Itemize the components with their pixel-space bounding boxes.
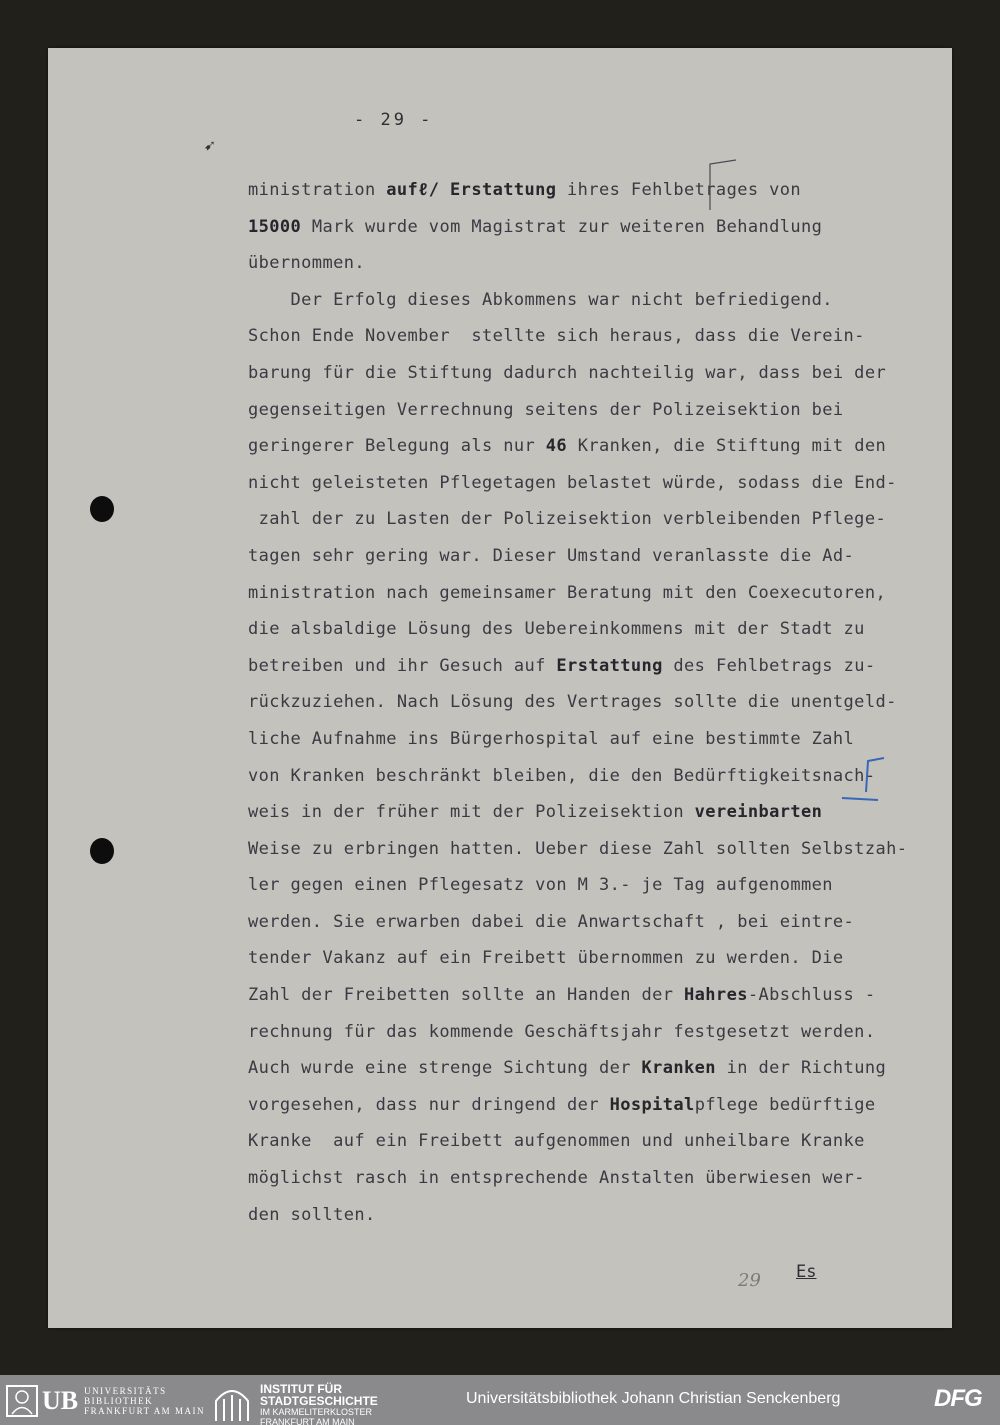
text-segment: barung für die Stiftung dadurch nachteilig war, dass bei der xyxy=(248,362,887,383)
text-segment: zahl der zu Lasten der Polizeisektion verbleibenden Pflege- xyxy=(248,509,887,530)
ub-line-1: UNIVERSITÄTS xyxy=(84,1386,167,1396)
ub-logo[interactable] xyxy=(6,1385,205,1417)
text-segment: den sollten. xyxy=(248,1204,376,1225)
text-line xyxy=(248,1197,948,1234)
library-name-link[interactable]: Universitätsbibliothek Johann Christian Senckenberg xyxy=(466,1390,841,1407)
text-line xyxy=(248,355,948,392)
text-segment: geringerer Belegung als nur xyxy=(248,436,546,457)
text-segment: Der Erfolg dieses Abkommens war nicht befriedigend. xyxy=(248,289,833,310)
text-segment: werden. Sie erwarben dabei die Anwartschaft , bei eintre- xyxy=(248,911,855,932)
text-line xyxy=(248,611,948,648)
ub-name xyxy=(84,1386,205,1416)
text-line xyxy=(248,392,948,429)
text-line xyxy=(248,575,948,612)
punch-hole-upper xyxy=(90,496,114,522)
catchword: Es xyxy=(796,1262,817,1282)
document-text xyxy=(248,172,948,1233)
text-line xyxy=(248,1123,948,1160)
text-line xyxy=(248,428,948,465)
text-segment: Kranke auf ein Freibett aufgenommen und unheilbare Kranke xyxy=(248,1131,865,1152)
bold-segment: Kranken xyxy=(641,1058,716,1079)
text-segment: betreiben und ihr Gesuch auf xyxy=(248,655,557,676)
bold-segment: Erstattung xyxy=(556,655,663,676)
text-segment: -Abschluss - xyxy=(747,985,876,1006)
text-segment: tagen sehr gering war. Dieser Umstand veranlasste die Ad- xyxy=(248,545,855,566)
text-segment: nicht geleisteten Pflegetagen belastet würde, sodass die End- xyxy=(248,472,897,493)
ub-letters: UB xyxy=(42,1386,79,1415)
text-line xyxy=(248,1014,948,1051)
text-line xyxy=(248,282,948,319)
stray-ink-mark: ➹ xyxy=(204,136,215,157)
bold-segment: Hahres xyxy=(684,985,748,1006)
text-segment: rückzuziehen. Nach Lösung des Vertrages sollte die unentgeld- xyxy=(248,692,897,713)
text-segment: übernommen. xyxy=(248,253,365,274)
text-line xyxy=(248,684,948,721)
text-line xyxy=(248,209,948,246)
page-number: - 29 - xyxy=(354,110,434,130)
text-segment: Kranken, die Stiftung mit den xyxy=(567,436,887,457)
text-segment: möglichst rasch in entsprechende Anstalten überwiesen wer- xyxy=(248,1168,865,1189)
text-segment: die alsbaldige Lösung des Uebereinkommens mit der Stadt zu xyxy=(248,619,865,640)
text-segment: Schon Ende November stellte sich heraus, dass die Verein- xyxy=(248,326,865,347)
isg-line-3: IM KARMELITERKLOSTER xyxy=(260,1407,373,1417)
text-line xyxy=(248,1050,948,1087)
text-segment: von Kranken beschränkt bleiben, die den Bedürftigkeitsnach- xyxy=(248,765,876,786)
text-line xyxy=(248,1160,948,1197)
text-line xyxy=(248,831,948,868)
blue-pencil-mark xyxy=(838,752,892,812)
text-segment: ler gegen einen Pflegesatz von M 3.- je Tag aufgenommen xyxy=(248,875,833,896)
bold-segment: 15000 xyxy=(248,216,302,237)
text-segment: Mark wurde vom Magistrat zur weiteren Behandlung xyxy=(301,216,823,237)
text-segment: pflege bedürftige xyxy=(694,1094,876,1115)
bold-segment: ℓ/ xyxy=(418,180,451,200)
bold-segment: 46 xyxy=(545,436,568,457)
text-line xyxy=(248,940,948,977)
arch-columns-icon xyxy=(212,1387,252,1423)
text-segment: Zahl der Freibetten sollte an Handen der xyxy=(248,985,685,1006)
text-line xyxy=(248,867,948,904)
text-segment: gegenseitigen Verrechnung seitens der Polizeisektion bei xyxy=(248,399,844,420)
text-line xyxy=(248,538,948,575)
ub-line-2: BIBLIOTHEK xyxy=(84,1396,154,1406)
bold-segment: Erstattung xyxy=(450,180,557,200)
text-segment: ministration nach gemeinsamer Beratung mit den Coexecutoren, xyxy=(248,582,887,603)
text-line xyxy=(248,172,948,209)
text-segment: des Fehlbetrags zu- xyxy=(662,655,876,676)
punch-hole-lower xyxy=(90,838,114,864)
text-segment: Weise zu erbringen hatten. Ueber diese Zahl sollten Selbstzah- xyxy=(248,838,908,859)
isg-line-1: INSTITUT FÜR xyxy=(260,1382,342,1396)
text-line xyxy=(248,318,948,355)
pencil-bracket-mark xyxy=(700,156,740,216)
text-segment: rechnung für das kommende Geschäftsjahr festgesetzt werden. xyxy=(248,1021,876,1042)
text-segment: tender Vakanz auf ein Freibett übernommen zu werden. Die xyxy=(248,948,844,969)
text-line xyxy=(248,1087,948,1124)
text-line xyxy=(248,465,948,502)
text-segment: in der Richtung xyxy=(715,1058,887,1079)
isg-logo[interactable] xyxy=(212,1383,378,1425)
text-segment: liche Aufnahme ins Bürgerhospital auf eine bestimmte Zahl xyxy=(248,728,855,749)
isg-line-2: STADTGESCHICHTE xyxy=(260,1394,378,1408)
isg-name xyxy=(260,1383,378,1425)
text-line xyxy=(248,904,948,941)
text-line xyxy=(248,977,948,1014)
text-line xyxy=(248,245,948,282)
isg-line-4: FRANKFURT AM MAIN xyxy=(260,1417,355,1425)
pencil-page-note: 29 xyxy=(738,1270,761,1291)
bold-segment: vereinbarten xyxy=(694,802,823,823)
bold-segment: Hospital xyxy=(609,1094,695,1115)
text-line xyxy=(248,501,948,538)
ub-line-3: FRANKFURT AM MAIN xyxy=(84,1406,205,1416)
text-segment: vorgesehen, dass nur dringend der xyxy=(248,1094,610,1115)
text-line xyxy=(248,648,948,685)
text-segment: weis in der früher mit der Polizeisektion xyxy=(248,802,695,823)
text-segment: ministration xyxy=(248,180,387,200)
footer-bar xyxy=(0,1375,1000,1425)
ub-portrait-icon xyxy=(6,1385,38,1417)
text-segment: Auch wurde eine strenge Sichtung der xyxy=(248,1058,642,1079)
text-segment: ihres Fehlbetrages von xyxy=(556,180,802,200)
dfg-logo[interactable]: DFG xyxy=(934,1385,982,1412)
bold-segment: auf xyxy=(386,180,419,200)
